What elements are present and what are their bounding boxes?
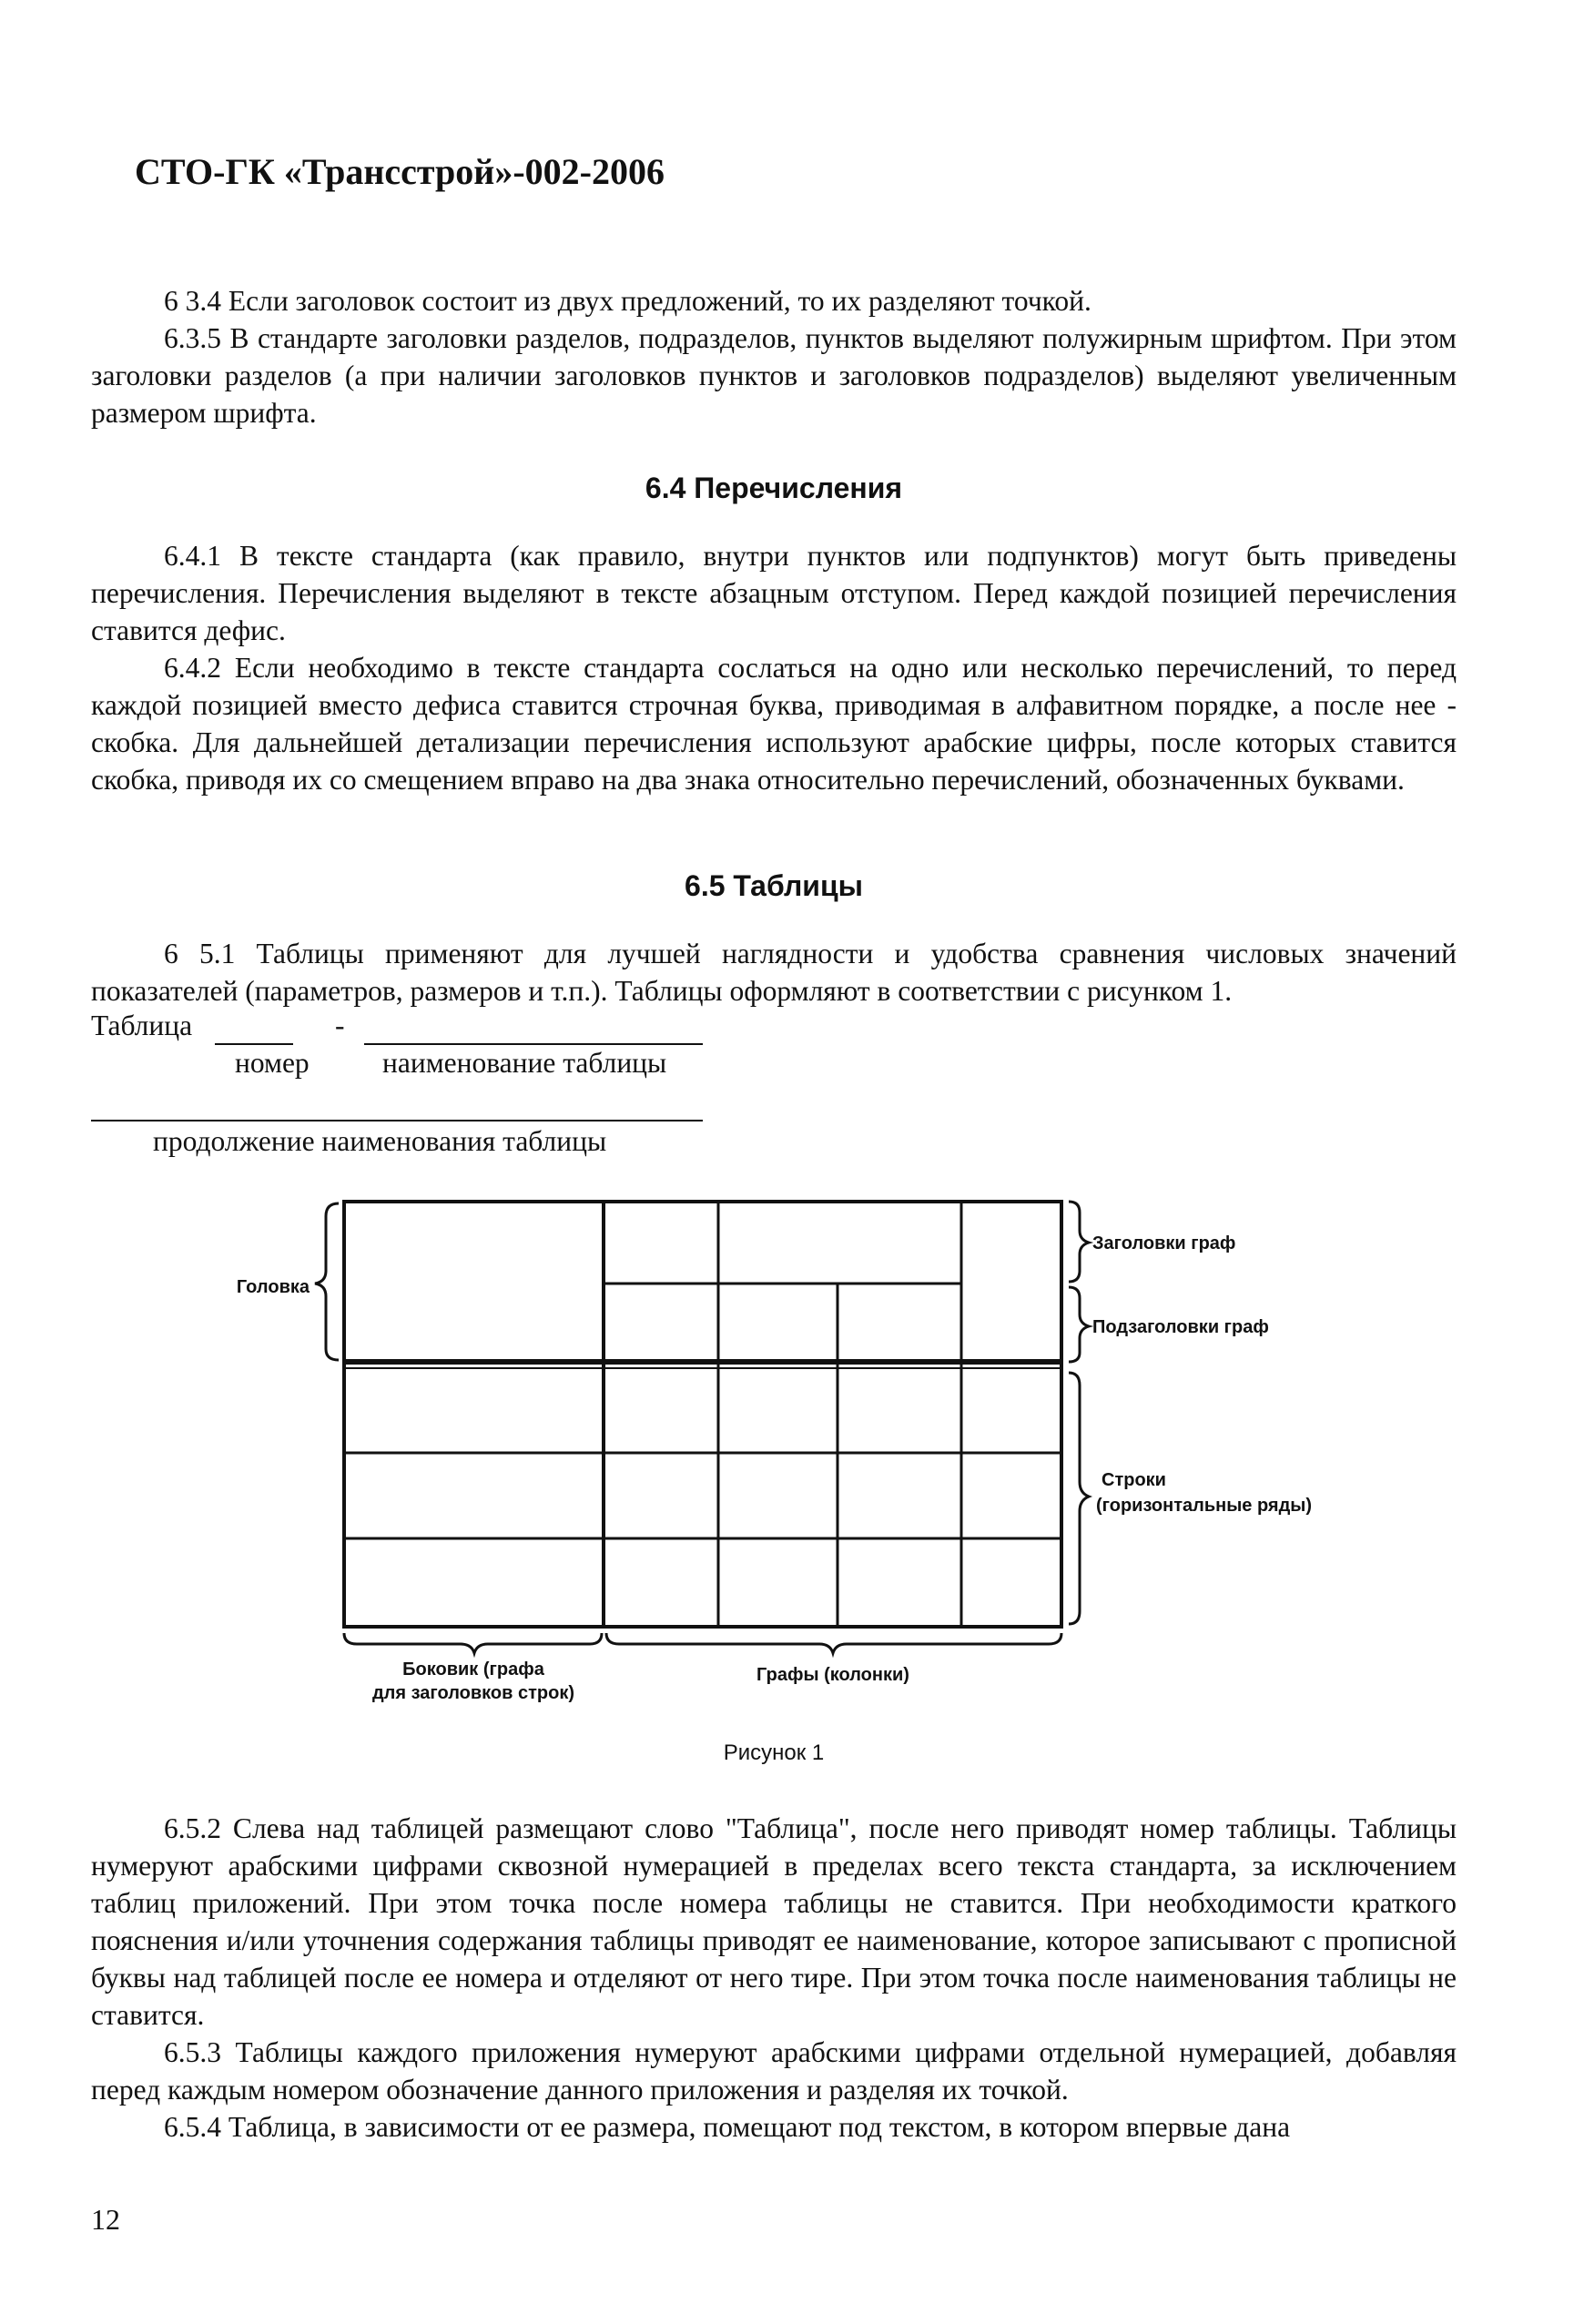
paragraph-6-5-4: 6.5.4 Таблица, в зависимости от ее размера, помещают под текстом, в котором впервые дана xyxy=(164,2111,1291,2143)
columns-label: Графы (колонки) xyxy=(756,1665,909,1685)
column-headers-brace xyxy=(1069,1202,1089,1282)
head-brace xyxy=(315,1203,339,1360)
paragraph-6-5-1: 6 5.1 Таблицы применяют для лучшей наглядности и удобства сравнения числовых значений показателей (параметров, размеров и т.п.). Таблицы оформляют в соответствии с рисунком 1. xyxy=(91,938,1457,1007)
document-header: СТО-ГК «Трансстрой»-002-2006 xyxy=(135,151,665,192)
column-subheaders-brace xyxy=(1069,1287,1089,1362)
page-number: 12 xyxy=(91,2203,120,2236)
name-blank-line xyxy=(364,1043,703,1045)
paragraph-6-3-5: 6.3.5 В стандарте заголовки разделов, подразделов, пунктов выделяют полужирным шрифтом. При этом заголовки разделов (а при наличии заголовков пунктов и заголовков подразделов) выделяют увеличенным размером шрифта. xyxy=(91,322,1457,429)
table-outer-border xyxy=(344,1202,1061,1627)
table-dash: - xyxy=(335,1010,345,1041)
column-subheaders-label: Подзаголовки граф xyxy=(1092,1317,1269,1337)
paragraph-6-3-4: 6 3.4 Если заголовок состоит из двух предложений, то их разделяют точкой. xyxy=(164,285,1091,317)
number-caption: номер xyxy=(235,1047,310,1079)
table-structure-diagram xyxy=(182,1192,1457,1702)
paragraph-6-4-2: 6.4.2 Если необходимо в тексте стандарта сослаться на одно или несколько перечислений, то перед каждой позицией вместо дефиса ставится строчная буква, приводимая в алфавитном порядке, а после нее - скобка. Для дальнейшей детализации перечисления используют арабские цифры, после которых ставится скобка, приводя их со смещением вправо на два знака относительно перечислений, обозначенных буквами. xyxy=(91,652,1457,796)
table-grid xyxy=(344,1202,1061,1627)
paragraph-6-5-2: 6.5.2 Слева над таблицей размещают слово "Таблица", после него приводят номер таблицы. Таблицы нумеруют арабскими цифрами сквозной нумерацией в пределах всего текста стандарта, за исключением таблиц приложений. При этом точка после номера таблицы не ставится. При необходимости краткого пояснения и/или уточнения содержания таблицы приводят ее наименование, которое записывают с прописной буквы над таблицей после ее номера и отделяют от него тире. При этом точка после наименования таблицы не ставится. xyxy=(91,1812,1457,2031)
figure-caption: Рисунок 1 xyxy=(723,1740,825,1765)
rows-brace xyxy=(1069,1373,1089,1624)
head-label: Головка xyxy=(236,1277,310,1297)
continuation-blank-line xyxy=(91,1120,703,1121)
continuation-caption: продолжение наименования таблицы xyxy=(153,1125,607,1157)
paragraph-6-4-1: 6.4.1 В тексте стандарта (как правило, внутри пунктов или подпунктов) могут быть приведены перечисления. Перечисления выделяют в тексте абзацным отступом. Перед каждой позицией перечисления ставится дефис. xyxy=(91,540,1457,646)
rows-label-2: (горизонтальные ряды) xyxy=(1096,1496,1313,1516)
section-heading-6-5: 6.5 Таблицы xyxy=(685,869,863,902)
table-label: Таблица xyxy=(91,1010,193,1041)
stub-label-1: Боковик (графа xyxy=(402,1659,544,1680)
paragraph-6-5-3: 6.5.3 Таблицы каждого приложения нумеруют арабскими цифрами отдельной нумерацией, добавляя перед каждым номером обозначение данного приложения и разделяя их точкой. xyxy=(91,2036,1457,2106)
column-headers-label: Заголовки граф xyxy=(1092,1233,1236,1253)
columns-brace xyxy=(606,1633,1061,1653)
name-caption: наименование таблицы xyxy=(382,1047,667,1079)
section-heading-6-4: 6.4 Перечисления xyxy=(645,472,903,504)
rows-label-1: Строки xyxy=(1102,1470,1166,1490)
stub-label-2: для заголовков строк) xyxy=(371,1683,575,1702)
stub-brace xyxy=(344,1633,602,1653)
number-blank-line xyxy=(215,1043,293,1045)
